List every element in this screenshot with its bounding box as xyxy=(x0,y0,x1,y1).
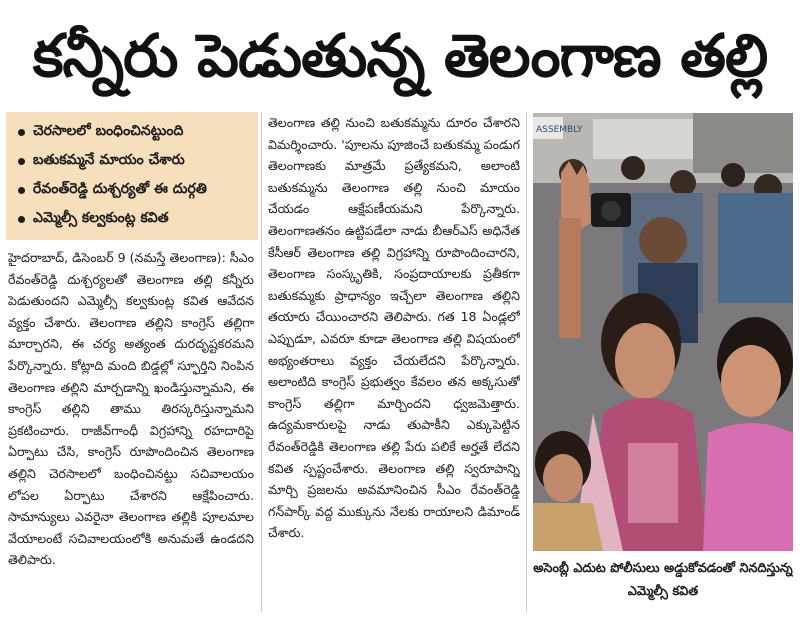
column-divider xyxy=(261,112,262,612)
highlight-text: రేవంత్‌రెడ్డి దుశ్చర్యతో ఈ దుర్గతి xyxy=(33,181,207,197)
headline: కన్నీరు పెడుతున్న తెలంగాణ తల్లి xyxy=(32,20,768,90)
bullet-dot-icon xyxy=(18,216,25,223)
highlight-item xyxy=(18,118,248,147)
highlights-box xyxy=(6,112,258,240)
highlight-item xyxy=(18,147,248,176)
bullet-dot-icon xyxy=(18,129,25,136)
article-column-2: తెలంగాణ తల్లి నుంచి బతుకమ్మను దూరం చేశారని విమర్శించారు. 'పూలను పూజించే బతుకమ్మ పండుగ తెలంగాణకు మాత్రమే ప్రత్యేకమని, అలాంటి బతుకమ్మను తెలంగాణ తల్లి నుంచి మాయం చేయడం ఆక్షేపణీయమని పేర్కొన్నారు. తెలంగాణతనం ఉట్టిపడేలా నాడు బీఆర్‌ఎస్ అధినేత కేసీఆర్ తెలంగాణ తల్లి విగ్రహాన్ని రూపొందించారని, తెలంగాణ సంస్కృతికి, సంప్రదాయాలకు ప్రతీకగా బతుకమ్మకు ప్రాధాన్యం ఇచ్చేలా తెలంగాణ తల్లిని తయారు చేయించారని తెలిపారు. గత 18 ఏండ్లలో ఎప్పుడూ, ఎవరూ కూడా తెలంగాణ తల్లి విషయంలో అభ్యంతరాలు వ్యక్తం చేయలేదని పేర్కొన్నారు. అలాంటిది కాంగ్రెస్ ప్రభుత్వం కేవలం తన అక్కసుతో కాంగ్రెస్ తల్లిగా మార్చిందని ధ్వజమెత్తారు. ఉద్యమకారులపై నాడు తుపాకీని ఎక్కుపెట్టిన రేవంత్‌రెడ్డికి తెలంగాణ తల్లి పేరు పలికే అర్హతే లేదని కవిత స్పష్టంచేశారు. తెలంగాణ తల్లి స్వరూపాన్ని మార్చి ప్రజలను అవమానించిన సీఎం రేవంత్‌రెడ్డి గన్‌పార్క్ వద్ద ముక్కును నేలకు రాయాలని డిమాండ్ చేశారు. xyxy=(268,115,520,541)
bullet-dot-icon xyxy=(18,187,25,194)
bullet-dot-icon xyxy=(18,158,25,165)
assembly-sign-text: ASSEMBLY xyxy=(536,125,583,135)
highlight-text: చెరసాలలో బంధించినట్టుంది xyxy=(33,123,184,139)
photo-caption: అసెంబ్లీ ఎదుట పోలీసులు అడ్డుకోవడంతో నినదిస్తున్న ఎమ్మెల్సీ కవిత xyxy=(533,561,793,599)
highlight-text: ఎమ్మెల్సీ కల్వకుంట్ల కవిత xyxy=(33,210,169,226)
column-divider xyxy=(526,112,527,612)
article-column-1: హైదరాబాద్, డిసెంబర్ 9 (నమస్తే తెలంగాణ): సీఎం రేవంత్‌రెడ్డి దుశ్చర్యలతో తెలంగాణ తల్లి కన్నీరు పెడుతుందని ఎమ్మెల్సీ కల్వకుంట్ల కవిత ఆవేదన వ్యక్తం చేశారు. తెలంగాణ తల్లిని కాంగ్రెస్ తల్లిగా మార్చారని, ఈ చర్య అత్యంత దురదృష్టకరమని పేర్కొన్నారు. కోట్లాది మంది బిడ్డల్లో స్ఫూర్తిని నింపిన తెలంగాణ తల్లిని మార్చడాన్ని ఖండిస్తున్నామని, ఈ కాంగ్రెస్ తల్లిని తాము తిరస్కరిస్తున్నామని ప్రకటించారు. రాజీవ్‌గాంధీ విగ్రహాన్ని రహదారిపై ఏర్పాటు చేసి, కాంగ్రెస్ రూపొందించిన తెలంగాణ తల్లిని చెరసాలలో బంధించినట్టు సచివాలయం లోపల ఏర్పాటు చేశారని ఆక్షేపించారు. సామాన్యులు ఎవరైనా తెలంగాణ తల్లికి పూలమాల వేయాలంటే సచివాలయంలోకి అనుమతే ఉండదని తెలిపారు. xyxy=(8,250,254,568)
highlight-item xyxy=(18,205,248,234)
news-photo xyxy=(533,113,793,551)
highlight-item xyxy=(18,176,248,205)
highlight-text: బతుకమ్మనే మాయం చేశారు xyxy=(33,152,185,168)
